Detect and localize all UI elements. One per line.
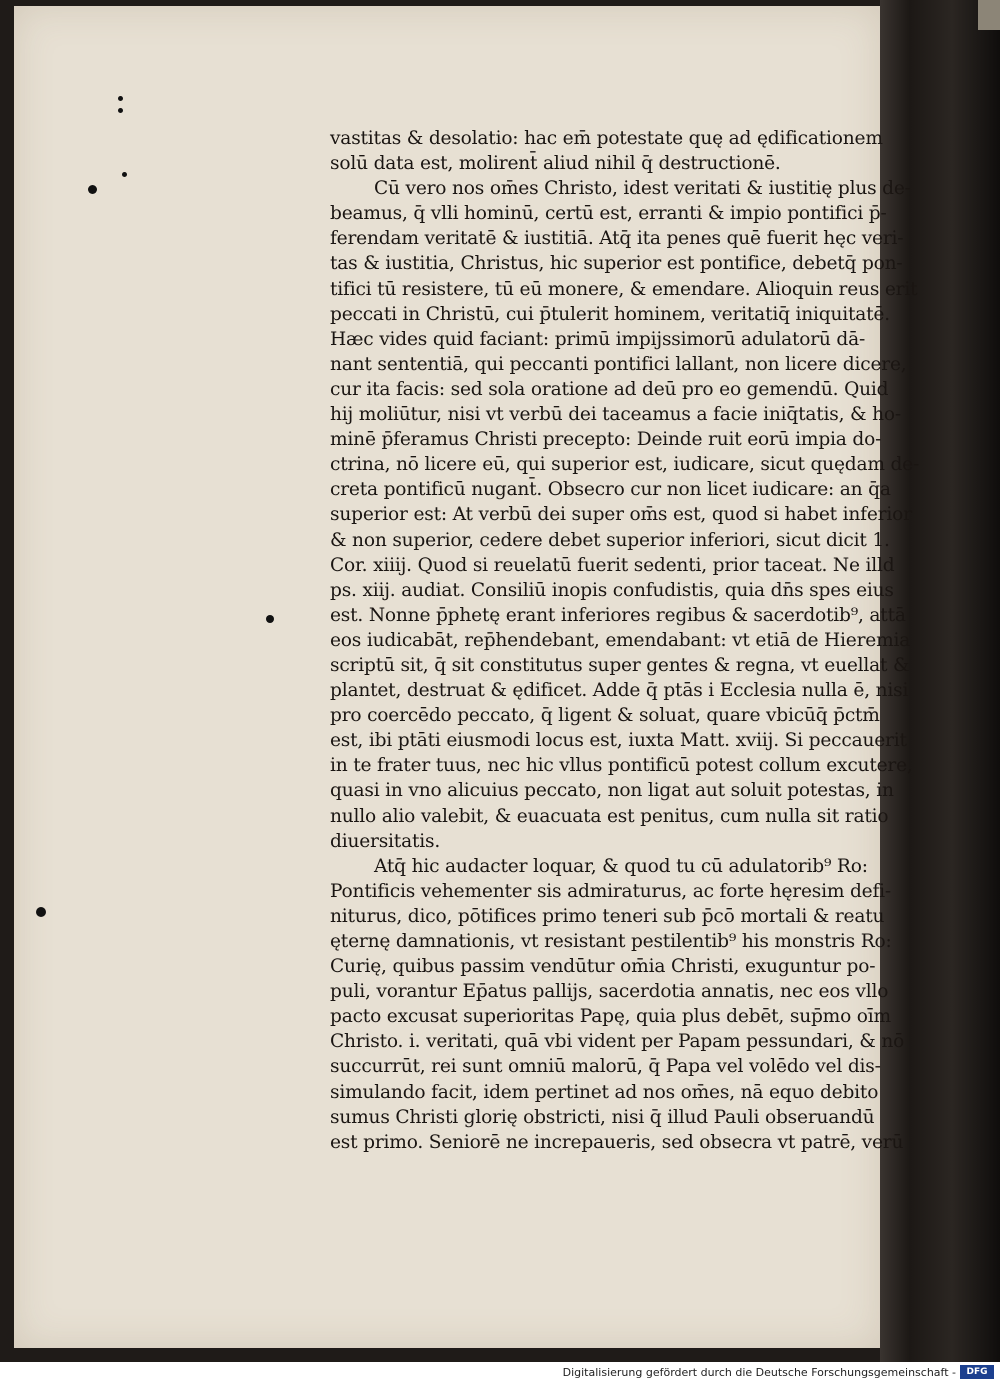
footer-credit: Digitalisierung gefördert durch die Deutsche Forschungsgemeinschaft - xyxy=(562,1366,956,1379)
text-line: ęternę damnationis, vt resistant pestilentib⁹ his monstris Ro: xyxy=(330,931,892,952)
text-line: succurrūt, rei sunt omniū malorū, q̄ Papa vel volēdo vel dis- xyxy=(330,1056,881,1078)
text-line: Christo. i. veritati, quā vbi vident per Papam pessundari, & nō xyxy=(330,1031,905,1053)
text-line: solū data est, molirent̄ aliud nihil q̄ destructionē. xyxy=(330,153,781,175)
text-line: tas & iustitia, Christus, hic superior est pontifice, debetq̄ pon- xyxy=(330,253,903,275)
text-line: nullo alio valebit, & euacuata est penitus, cum nulla sit ratio xyxy=(330,805,889,827)
text-line: puli, vorantur Ep̄atus pallijs, sacerdotia annatis, nec eos vllo xyxy=(330,981,889,1003)
text-line: pacto excusat superioritas Papę, quia plus debēt, sup̄mo oīm xyxy=(330,1006,891,1028)
text-line: Cū vero nos om̄es Christo, idest veritati & iustitię plus de- xyxy=(374,178,911,200)
text-line: minē p̄feramus Christi precepto: Deinde ruit eorū impia do- xyxy=(330,429,882,451)
text-line: niturus, dico, pōtifices primo teneri sub p̄cō mortali & reatu xyxy=(330,905,885,927)
margin-mark xyxy=(266,615,274,623)
text-line: est primo. Seniorē ne increpaueris, sed obsecra vt patrē, verū xyxy=(330,1131,904,1153)
text-line: & non superior, cedere debet superior inferiori, sicut dicit 1. xyxy=(330,529,890,551)
margin-mark xyxy=(36,907,46,917)
text-line: cur ita facis: sed sola oratione ad deū pro eo gemendū. Quid xyxy=(330,378,889,400)
text-line: ctrina, nō licere eū, qui superior est, iudicare, sicut quędam de- xyxy=(330,454,920,476)
text-line: plantet, destruat & ędificet. Adde q̄ ptās i Ecclesia nulla ē, nisi xyxy=(330,680,909,702)
text-line: est. Nonne p̄phetę erant inferiores regibus & sacerdotib⁹, attā xyxy=(330,604,906,626)
text-line: pro coercēdo peccato, q̄ ligent & soluat, quare vbicūq̄ p̄ctm̄ xyxy=(330,705,880,727)
text-line: diuersitatis. xyxy=(330,830,441,852)
text-line: creta pontificū nugant̄. Obsecro cur non licet iudicare: an q̄a xyxy=(330,479,891,501)
text-line: sumus Christi glorię obstricti, nisi q̄ illud Pauli obseruandū xyxy=(330,1106,875,1128)
text-line: Hæc vides quid faciant: primū impijssimorū adulatorū dā- xyxy=(330,328,866,350)
text-line: beamus, q̄ vlli hominū, certū est, erranti & impio pontifici p̄- xyxy=(330,203,887,225)
margin-mark xyxy=(118,108,123,113)
body-text xyxy=(330,126,920,1155)
text-line: eos iudicabāt, rep̄hendebant, emendabant: vt etiā de Hieremia xyxy=(330,629,911,651)
margin-mark xyxy=(122,172,127,177)
text-line: superior est: At verbū dei super om̄s est, quod si habet inferior xyxy=(330,504,912,526)
dfg-logo: DFG xyxy=(960,1365,994,1379)
text-line: scriptū sit, q̄ sit constitutus super gentes & regna, vt euellat & xyxy=(330,654,910,676)
text-line: nant sententiā, qui peccanti pontifici lallant, non licere dicere, xyxy=(330,353,907,375)
text-line: Pontificis vehementer sis admiraturus, ac forte hęresim defi- xyxy=(330,880,891,902)
text-line: simulando facit, idem pertinet ad nos om̄es, nā equo debito xyxy=(330,1081,879,1103)
text-line: ferendam veritatē & iustitiā. Atq̄ ita penes quē fuerit hęc veri- xyxy=(330,228,904,250)
text-line: ps. xiij. audiat. Consiliū inopis confudistis, quia dn̄s spes eius xyxy=(330,579,894,601)
text-line: Curię, quibus passim vendūtur om̄ia Christi, exuguntur po- xyxy=(330,956,876,978)
adjacent-page-sliver xyxy=(978,0,1000,30)
text-line: quasi in vno alicuius peccato, non ligat aut soluit potestas, in xyxy=(330,780,894,802)
text-line: hij moliūtur, nisi vt verbū dei taceamus a facie iniq̄tatis, & ho- xyxy=(330,404,901,426)
text-line: Cor. xiiij. Quod si reuelatū fuerit sedenti, prior taceat. Ne illd xyxy=(330,554,895,576)
text-line: tifici tū resistere, tū eū monere, & emendare. Alioquin reus erit xyxy=(330,278,918,300)
margin-mark xyxy=(88,185,97,194)
text-line: vastitas & desolatio: hac em̄ potestate quę ad ędificationem xyxy=(330,128,883,149)
text-line: est, ibi ptāti eiusmodi locus est, iuxta Matt. xviij. Si peccauerit xyxy=(330,730,907,752)
text-line: in te frater tuus, nec hic vllus pontificū potest collum excutere, xyxy=(330,755,913,777)
text-line: Atq̄ hic audacter loquar, & quod tu cū adulatorib⁹ Ro: xyxy=(374,855,868,877)
margin-mark xyxy=(118,96,123,101)
text-line: peccati in Christū, cui p̄tulerit hominem, veritatiq̄ iniquitatē. xyxy=(330,303,890,325)
